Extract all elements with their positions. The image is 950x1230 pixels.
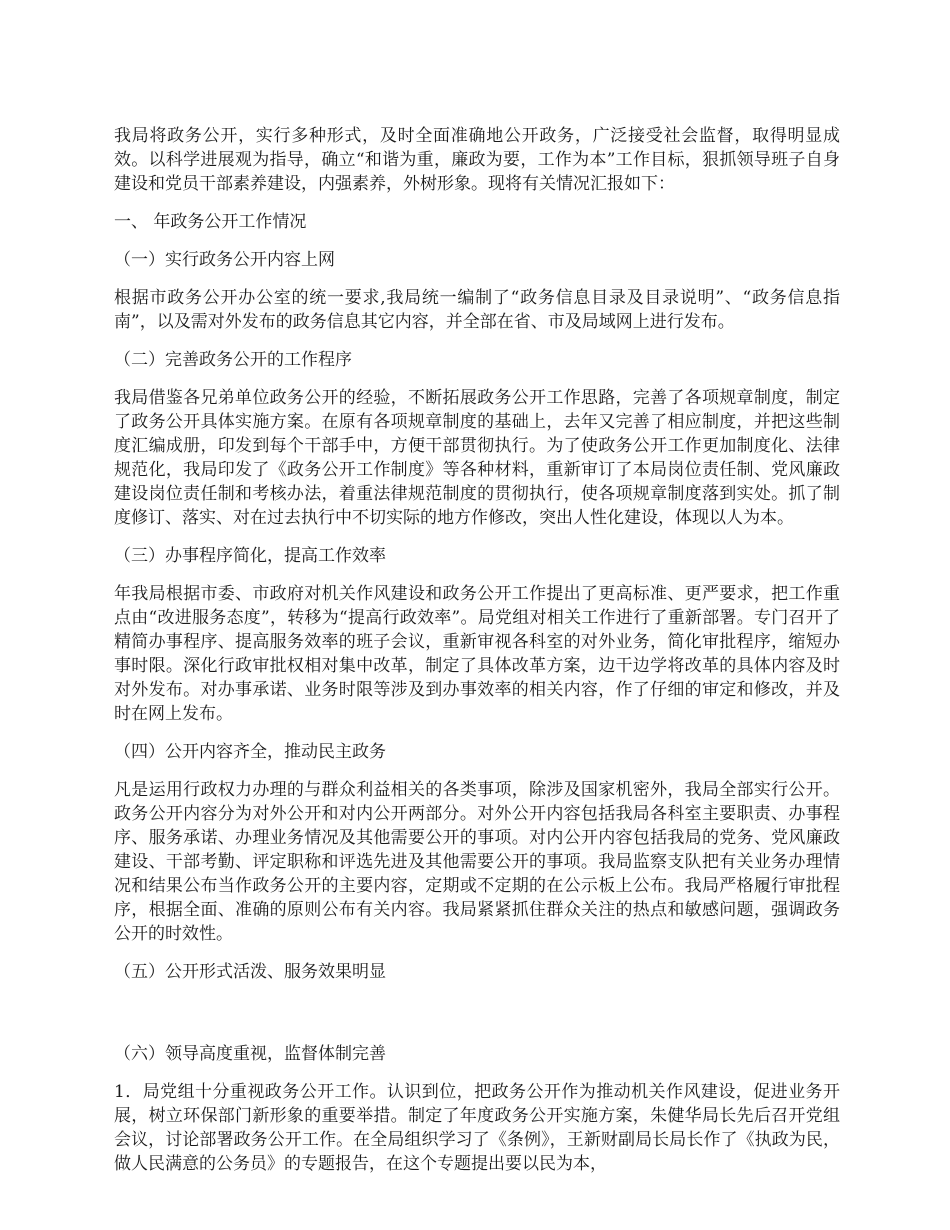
subsection-1-body: 根据市政务公开办公室的统一要求,我局统一编制了“政务信息目录及目录说明”、“政务信息指南”，以及需对外发布的政务信息其它内容，并全部在省、市及局域网上进行发布。 [114,288,840,332]
subsection-5-heading: （五）公开形式活泼、服务效果明显 [114,962,386,982]
subsection-4-body: 凡是运用行政权力办理的与群众利益相关的各类事项，除涉及国家机密外，我局全部实行公开。政务公开内容分为对外公开和对内公开两部分。对外公开内容包括我局各科室主要职责、办事程序、服务承诺、办理业务情况及其他需要公开的事项。对内公开内容包括我局的党务、党风廉政建设、干部考勤、评定职称和评选先进及其他需要公开的事项。我局监察支队把有关业务办理情况和结果公布当作政务公开的主要内容，定期或不定期的在公示板上公布。我局严格履行审批程序，根据全面、准确的原则公布有关内容。我局紧紧抓住群众关注的热点和敏感问题，强调政务公开的时效性。 [114,780,840,944]
subsection-6-body: 1．局党组十分重视政务公开工作。认识到位，把政务公开作为推动机关作风建设，促进业务开展，树立环保部门新形象的重要举措。制定了年度政务公开实施方案，朱健华局长先后召开党组会议，讨论部署政务公开工作。在全局组织学习了《条例》，王新财副局长局长作了《执政为民，做人民满意的公务员》的专题报告，在这个专题提出要以民为本， [114,1082,840,1174]
subsection-3-body: 年我局根据市委、市政府对机关作风建设和政务公开工作提出了更高标准、更严要求，把工作重点由“改进服务态度”，转移为“提高行政效率”。局党组对相关工作进行了重新部署。专门召开了精简办事程序、提高服务效率的班子会议，重新审视各科室的对外业务，简化审批程序，缩短办事时限。深化行政审批权相对集中改革，制定了具体改革方案，边干边学将改革的具体内容及时对外发布。对办事承诺、业务时限等涉及到办事效率的相关内容，作了仔细的审定和修改，并及时在网上发布。 [114,584,840,724]
section-1-title: 一、 年政务公开工作情况 [114,212,307,232]
subsection-2-body: 我局借鉴各兄弟单位政务公开的经验，不断拓展政务公开工作思路，完善了各项规章制度，制定了政务公开具体实施方案。在原有各项规章制度的基础上，去年又完善了相应制度，并把这些制度汇编成册，印发到每个干部手中，方便干部贯彻执行。为了使政务公开工作更加制度化、法律规范化，我局印发了《政务公开工作制度》等各种材料，重新审订了本局岗位责任制、党风廉政建设岗位责任制和考核办法，着重法律规范制度的贯彻执行，使各项规章制度落到实处。抓了制度修订、落实、对在过去执行中不切实际的地方作修改，突出人性化建设，体现以人为本。 [114,388,840,528]
intro-paragraph: 我局将政务公开，实行多种形式，及时全面准确地公开政务，广泛接受社会监督，取得明显成效。以科学进展观为指导，确立“和谐为重，廉政为要，工作为本”工作目标，狠抓领导班子自身建设和党员干部素养建设，内强素养，外树形象。现将有关情况汇报如下： [114,126,840,194]
subsection-6-heading: （六）领导高度重视，监督体制完善 [114,1044,386,1064]
subsection-2-heading: （二）完善政务公开的工作程序 [114,350,352,370]
subsection-3-heading: （三）办事程序简化，提高工作效率 [114,546,386,566]
subsection-4-heading: （四）公开内容齐全，推动民主政务 [114,742,386,762]
blank-space [114,998,840,1042]
subsection-1-heading: （一）实行政务公开内容上网 [114,250,335,270]
document-page [114,124,840,1190]
